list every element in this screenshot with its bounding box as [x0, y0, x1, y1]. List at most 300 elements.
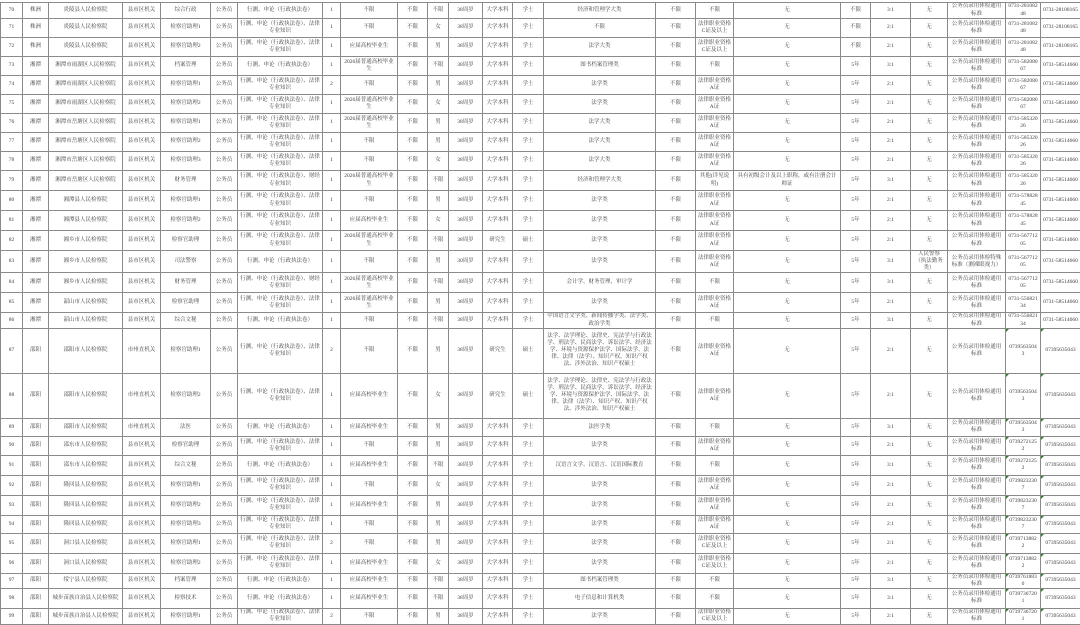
table-cell: 公务员 [211, 455, 238, 475]
table-cell: 县市区机关 [123, 19, 161, 38]
table-cell: 法学类 [544, 515, 656, 533]
table-cell: 88 [1, 373, 23, 418]
table-row [1, 553, 1080, 573]
table-cell: 无 [734, 495, 841, 515]
table-row [1, 3, 1080, 19]
table-cell: 男 [428, 608, 449, 624]
table-cell: 1 [323, 373, 341, 418]
table-cell: 38周岁 [449, 495, 483, 515]
table-cell: 不限 [398, 171, 428, 191]
table-cell: 县市区机关 [123, 95, 161, 114]
excel-green-indicator [1006, 419, 1009, 422]
table-cell: 不限 [398, 418, 428, 436]
excel-green-indicator [1041, 374, 1044, 377]
table-cell: 07398232307 [1006, 515, 1041, 533]
table-cell: 不限 [341, 133, 398, 152]
table-cell: 无 [911, 3, 948, 19]
table-cell: 学士 [513, 495, 544, 515]
table-cell: 无 [734, 313, 841, 328]
table-cell: 无 [734, 251, 841, 273]
table-cell: 女 [428, 553, 449, 573]
table-cell: 公务员 [211, 515, 238, 533]
table-cell: 无 [911, 231, 948, 251]
table-cell: 3:1 [871, 3, 911, 19]
table-cell: 83 [1, 251, 23, 273]
table-cell: 不限 [398, 553, 428, 573]
table-cell: 法学大类 [544, 152, 656, 171]
table-cell: 学士 [513, 211, 544, 231]
table-cell: 湘潭市雨湖区人民检察院 [49, 57, 123, 76]
table-cell: 图书档案管理类 [544, 573, 656, 588]
table-cell: 不限 [656, 588, 696, 608]
table-cell: 公务员 [211, 533, 238, 553]
table-cell: 无 [911, 57, 948, 76]
table-cell: 无 [734, 573, 841, 588]
table-cell: 无 [734, 515, 841, 533]
table-cell: 大学本科 [483, 573, 513, 588]
table-cell: 82 [1, 231, 23, 251]
table-cell: 公务员录用体检通用标准 [948, 293, 1006, 313]
table-cell: 湘潭 [23, 152, 49, 171]
table-cell: 07395635043 [1006, 418, 1041, 436]
table-cell: 应届高校毕业生 [341, 211, 398, 231]
table-cell: 不限 [696, 588, 734, 608]
table-cell: 92 [1, 475, 23, 495]
table-cell: 无 [911, 191, 948, 211]
table-cell: 学士 [513, 588, 544, 608]
table-cell: 学士 [513, 251, 544, 273]
table-cell: 公务员录用体检通用标准 [948, 76, 1006, 95]
table-cell: 公务员录用体检通用标准 [948, 573, 1006, 588]
excel-green-indicator [1006, 589, 1009, 592]
excel-green-indicator [1006, 496, 1009, 499]
table-cell: 07398232307 [1006, 495, 1041, 515]
table-cell: 不限 [696, 313, 734, 328]
table-cell: 学士 [513, 114, 544, 133]
table-cell: 不限 [341, 515, 398, 533]
table-cell: 大学本科 [483, 313, 513, 328]
table-cell: 07395635043 [1041, 608, 1080, 624]
table-cell: 公务员 [211, 133, 238, 152]
table-cell: 07395635043 [1041, 436, 1080, 455]
table-cell: 5年 [841, 373, 871, 418]
table-cell: 行测、申论（行政执法卷） [238, 313, 323, 328]
table-cell: 07397367201 [1006, 588, 1041, 608]
table-cell: 大学本科 [483, 588, 513, 608]
table-cell: 司法警察 [161, 251, 211, 273]
table-cell: 3:1 [871, 573, 911, 588]
table-cell: 县市区机关 [123, 588, 161, 608]
table-cell: 检察官助理3 [161, 152, 211, 171]
table-cell: 湘潭 [23, 57, 49, 76]
table-cell: 大学本科 [483, 19, 513, 38]
table-cell: 不限 [341, 533, 398, 553]
table-cell: 公务员 [211, 152, 238, 171]
table-cell: 邵阳 [23, 573, 49, 588]
table-cell: 公务员录用体检通用标准 [948, 328, 1006, 373]
table-cell: 公务员 [211, 76, 238, 95]
table-cell: 无 [734, 114, 841, 133]
table-cell: 0731-58514660 [1041, 313, 1080, 328]
table-cell: 0731-58514660 [1041, 114, 1080, 133]
table-cell: 07395635043 [1041, 533, 1080, 553]
table-cell: 县市区机关 [123, 191, 161, 211]
table-cell: 法律职业资格A证 [696, 231, 734, 251]
table-cell: 不限 [398, 455, 428, 475]
table-cell: 法律职业资格A证 [696, 251, 734, 273]
table-cell: 1 [323, 273, 341, 293]
table-cell: 公务员录用体检通用标准 [948, 588, 1006, 608]
table-cell: 学士 [513, 133, 544, 152]
table-cell: 法律职业资格A证 [696, 328, 734, 373]
table-cell: 综合行政 [161, 3, 211, 19]
table-cell: 无 [734, 19, 841, 38]
table-cell: 2:1 [871, 475, 911, 495]
table-cell: 无 [911, 418, 948, 436]
table-cell: 3:1 [871, 588, 911, 608]
table-cell: 0731-58514660 [1041, 76, 1080, 95]
table-cell: 无 [734, 533, 841, 553]
table-cell: 学士 [513, 19, 544, 38]
table-cell: 男 [428, 436, 449, 455]
table-cell: 不限 [656, 495, 696, 515]
table-cell: 株洲 [23, 19, 49, 38]
table-cell: 07395635043 [1041, 573, 1080, 588]
table-cell: 5年 [841, 171, 871, 191]
table-row [1, 475, 1080, 495]
table-cell: 法律职业资格A证 [696, 436, 734, 455]
table-cell: 5年 [841, 152, 871, 171]
table-cell: 学士 [513, 76, 544, 95]
table-cell: 不限 [398, 19, 428, 38]
excel-green-indicator [1041, 437, 1044, 440]
table-cell: 不限 [398, 573, 428, 588]
table-cell: 公务员 [211, 273, 238, 293]
table-cell: 无 [734, 475, 841, 495]
table-cell: 公务员录用体检通用标准 [948, 418, 1006, 436]
table-cell: 法律职业资格C证及以上 [696, 19, 734, 38]
table-cell: 不限 [656, 608, 696, 624]
table-cell: 0731-58514660 [1041, 152, 1080, 171]
table-cell: 学士 [513, 608, 544, 624]
table-cell: 不限 [398, 76, 428, 95]
table-row [1, 273, 1080, 293]
table-cell: 0731-58532026 [1006, 133, 1041, 152]
table-cell: 女 [428, 152, 449, 171]
table-cell: 公务员 [211, 211, 238, 231]
table-cell: 无 [734, 455, 841, 475]
table-cell: 1 [323, 3, 341, 19]
table-cell: 公务员 [211, 293, 238, 313]
table-cell: 大学本科 [483, 293, 513, 313]
table-cell: 71 [1, 19, 23, 38]
table-cell: 档案管理 [161, 57, 211, 76]
table-cell: 3:1 [871, 313, 911, 328]
table-cell: 公务员 [211, 231, 238, 251]
excel-green-indicator [1006, 534, 1009, 537]
table-cell: 2:1 [871, 95, 911, 114]
table-row [1, 76, 1080, 95]
table-cell: 公务员 [211, 495, 238, 515]
table-cell: 2026届普通高校毕业生 [341, 273, 398, 293]
table-cell: 2 [323, 76, 341, 95]
table-cell: 大学本科 [483, 533, 513, 553]
table-cell: 法学类 [544, 231, 656, 251]
table-cell: 不限 [656, 515, 696, 533]
table-cell: 湘潭市岳塘区人民检察院 [49, 114, 123, 133]
table-cell: 91 [1, 455, 23, 475]
table-cell: 不限 [398, 313, 428, 328]
table-cell: 5年 [841, 293, 871, 313]
table-cell: 行测、申论（行政执法卷）、法律专业知识 [238, 211, 323, 231]
table-cell: 检察官助理 [161, 231, 211, 251]
table-cell: 78 [1, 152, 23, 171]
table-cell: 法学类 [544, 475, 656, 495]
table-cell: 洞口县人民检察院 [49, 553, 123, 573]
table-cell: 2026届普通高校毕业生 [341, 114, 398, 133]
table-cell: 不限 [398, 251, 428, 273]
table-cell: 公务员录用体检通用标准 [948, 533, 1006, 553]
table-cell: 无 [911, 373, 948, 418]
table-cell: 0731-58514660 [1041, 211, 1080, 231]
table-row [1, 608, 1080, 624]
table-cell: 74 [1, 76, 23, 95]
table-cell: 学士 [513, 313, 544, 328]
table-cell: 5年 [841, 95, 871, 114]
table-cell: 大学本科 [483, 152, 513, 171]
excel-green-indicator [1006, 329, 1009, 332]
table-cell: 38周岁 [449, 608, 483, 624]
table-cell: 邵阳 [23, 436, 49, 455]
table-cell: 2026届普通高校毕业生 [341, 95, 398, 114]
table-cell: 38周岁 [449, 455, 483, 475]
table-cell: 0731-58532026 [1006, 152, 1041, 171]
table-row [1, 588, 1080, 608]
table-cell: 07395635043 [1041, 328, 1080, 373]
table-cell: 炎陵县人民检察院 [49, 38, 123, 57]
table-cell: 法学、法学理论、法律史、宪法学与行政法学、刑法学、民商法学、诉讼法学、经济法学、环境与资源保护法学、国际法学、法律、法律（法学）、知识产权、知识产权法、涉外法治、知识产权硕士 [544, 373, 656, 418]
table-cell: 隆回县人民检察院 [49, 495, 123, 515]
table-cell: 法医 [161, 418, 211, 436]
table-cell: 0731-57882845 [1006, 211, 1041, 231]
table-cell: 研究生 [483, 328, 513, 373]
table-cell: 法律职业资格A证 [696, 211, 734, 231]
table-cell: 不限 [398, 436, 428, 455]
table-cell: 无 [734, 57, 841, 76]
table-row [1, 436, 1080, 455]
table-cell: 大学本科 [483, 251, 513, 273]
excel-green-indicator [1041, 574, 1044, 577]
table-cell: 38周岁 [449, 3, 483, 19]
table-cell: 5年 [841, 495, 871, 515]
table-cell: 法学类 [544, 608, 656, 624]
table-cell: 1 [323, 191, 341, 211]
table-cell: 公务员 [211, 3, 238, 19]
excel-green-indicator [1006, 374, 1009, 377]
table-cell: 0731-55682134 [1006, 313, 1041, 328]
table-cell: 无 [734, 211, 841, 231]
table-cell: 2:1 [871, 495, 911, 515]
table-cell: 1 [323, 588, 341, 608]
table-cell: 法律职业资格A证 [696, 133, 734, 152]
table-cell: 行测、申论（行政执法卷） [238, 455, 323, 475]
table-cell: 无 [734, 436, 841, 455]
table-cell: 38周岁 [449, 553, 483, 573]
table-cell: 0731-58514660 [1041, 57, 1080, 76]
table-cell: 公务员录用体检通用标准 [948, 152, 1006, 171]
table-cell: 具有初级会计及以上职称，或有注册会计师证 [734, 171, 841, 191]
table-cell: 公务员录用体检通用标准 [948, 171, 1006, 191]
table-cell: 邵阳 [23, 475, 49, 495]
table-cell: 86 [1, 313, 23, 328]
excel-green-indicator [1041, 419, 1044, 422]
table-cell: 不限 [696, 455, 734, 475]
table-cell: 绥宁县人民检察院 [49, 573, 123, 588]
table-cell: 大学本科 [483, 436, 513, 455]
table-cell: 不限 [341, 19, 398, 38]
table-cell: 县市区机关 [123, 455, 161, 475]
table-cell: 其他(详见说明) [696, 171, 734, 191]
table-cell: 不限 [398, 373, 428, 418]
excel-green-indicator [1006, 456, 1009, 459]
table-cell: 县市区机关 [123, 515, 161, 533]
table-cell: 5年 [841, 273, 871, 293]
table-cell: 2:1 [871, 293, 911, 313]
table-cell: 县市区机关 [123, 133, 161, 152]
table-cell: 1 [323, 133, 341, 152]
table-cell: 法律职业资格A证 [696, 76, 734, 95]
table-cell: 检察官助理1 [161, 114, 211, 133]
table-cell: 行测、申论（行政执法卷）、法律专业知识 [238, 19, 323, 38]
table-cell: 不限 [656, 76, 696, 95]
table-cell: 07397618830 [1006, 573, 1041, 588]
table-cell: 不限 [341, 3, 398, 19]
table-cell: 无 [734, 95, 841, 114]
table-cell: 38周岁 [449, 273, 483, 293]
table-cell: 不限 [656, 57, 696, 76]
table-cell: 81 [1, 211, 23, 231]
table-cell: 大学本科 [483, 171, 513, 191]
table-row [1, 573, 1080, 588]
table-row [1, 171, 1080, 191]
table-cell: 湘潭市岳塘区人民检察院 [49, 133, 123, 152]
table-cell: 湘乡市人民检察院 [49, 231, 123, 251]
table-cell: 学士 [513, 573, 544, 588]
table-cell: 邵阳 [23, 553, 49, 573]
table-cell: 0731-58208067 [1006, 57, 1041, 76]
table-cell: 1 [323, 495, 341, 515]
table-cell: 隆回县人民检察院 [49, 475, 123, 495]
table-cell: 3:1 [871, 171, 911, 191]
table-cell: 1 [323, 38, 341, 57]
table-cell: 不限 [841, 3, 871, 19]
table-cell: 大学本科 [483, 211, 513, 231]
table-cell: 1 [323, 171, 341, 191]
table-cell: 邵阳 [23, 588, 49, 608]
table-cell: 行测、申论（行政执法卷） [238, 251, 323, 273]
table-cell: 公务员录用体检通用标准 [948, 231, 1006, 251]
table-row [1, 211, 1080, 231]
table-cell: 公务员 [211, 95, 238, 114]
table-cell: 07395635043 [1006, 328, 1041, 373]
table-cell: 2:1 [871, 76, 911, 95]
table-cell: 法学类 [544, 95, 656, 114]
table-cell: 5年 [841, 133, 871, 152]
table-cell: 2:1 [871, 191, 911, 211]
table-cell: 38周岁 [449, 133, 483, 152]
excel-green-indicator [1041, 456, 1044, 459]
table-cell: 2026届普通高校毕业生 [341, 293, 398, 313]
table-cell: 2:1 [871, 133, 911, 152]
table-cell: 不限 [428, 313, 449, 328]
table-cell: 0731-28108248 [1006, 38, 1041, 57]
table-cell: 5年 [841, 114, 871, 133]
table-cell: 不限 [656, 418, 696, 436]
table-cell: 不限 [398, 293, 428, 313]
table-cell: 不限 [398, 608, 428, 624]
table-cell: 不限 [398, 273, 428, 293]
table-row [1, 152, 1080, 171]
table-cell: 行测、申论（行政执法卷）、法律专业知识 [238, 293, 323, 313]
table-cell: 行测、申论（行政执法卷）、法律专业知识 [238, 495, 323, 515]
table-cell: 湘潭 [23, 191, 49, 211]
table-cell: 学士 [513, 553, 544, 573]
table-cell: 07395635043 [1041, 588, 1080, 608]
table-cell: 档案管理 [161, 573, 211, 588]
table-cell: 法学类 [544, 293, 656, 313]
table-cell: 84 [1, 273, 23, 293]
table-cell: 法律职业资格A证 [696, 373, 734, 418]
table-cell: 检察官助理2 [161, 38, 211, 57]
table-cell: 2:1 [871, 38, 911, 57]
table-cell: 0731-58514660 [1041, 133, 1080, 152]
table-cell: 经济和管理学大类 [544, 3, 656, 19]
table-cell: 不限 [398, 152, 428, 171]
table-cell: 38周岁 [449, 475, 483, 495]
table-cell: 不限 [341, 328, 398, 373]
table-cell: 行测、申论（行政执法卷）、法律专业知识 [238, 533, 323, 553]
table-cell: 图书档案管理类 [544, 57, 656, 76]
table-cell: 不限 [656, 328, 696, 373]
table-cell: 0731-56771205 [1006, 273, 1041, 293]
table-cell: 3:1 [871, 273, 911, 293]
table-cell: 不限 [398, 57, 428, 76]
table-cell: 38周岁 [449, 38, 483, 57]
table-cell: 98 [1, 588, 23, 608]
excel-green-indicator [1041, 534, 1044, 537]
table-cell: 38周岁 [449, 95, 483, 114]
table-cell: 湘潭市岳塘区人民检察院 [49, 171, 123, 191]
table-cell: 2:1 [871, 436, 911, 455]
table-cell: 大学本科 [483, 608, 513, 624]
table-cell: 无 [911, 273, 948, 293]
table-cell: 无 [734, 373, 841, 418]
table-cell: 38周岁 [449, 191, 483, 211]
table-cell: 大学本科 [483, 515, 513, 533]
table-cell: 89 [1, 418, 23, 436]
table-cell: 法律职业资格A证 [696, 475, 734, 495]
excel-green-indicator [1041, 609, 1044, 612]
table-cell: 无 [911, 152, 948, 171]
table-cell: 县市区机关 [123, 38, 161, 57]
excel-green-indicator [1006, 554, 1009, 557]
table-cell: 大学本科 [483, 475, 513, 495]
table-cell: 行测、申论（行政执法卷）、法律专业知识 [238, 436, 323, 455]
table-cell: 行测、申论（行政执法卷）、法律专业知识 [238, 553, 323, 573]
table-cell: 无 [911, 436, 948, 455]
table-cell: 大学本科 [483, 133, 513, 152]
table-cell: 湘潭 [23, 251, 49, 273]
